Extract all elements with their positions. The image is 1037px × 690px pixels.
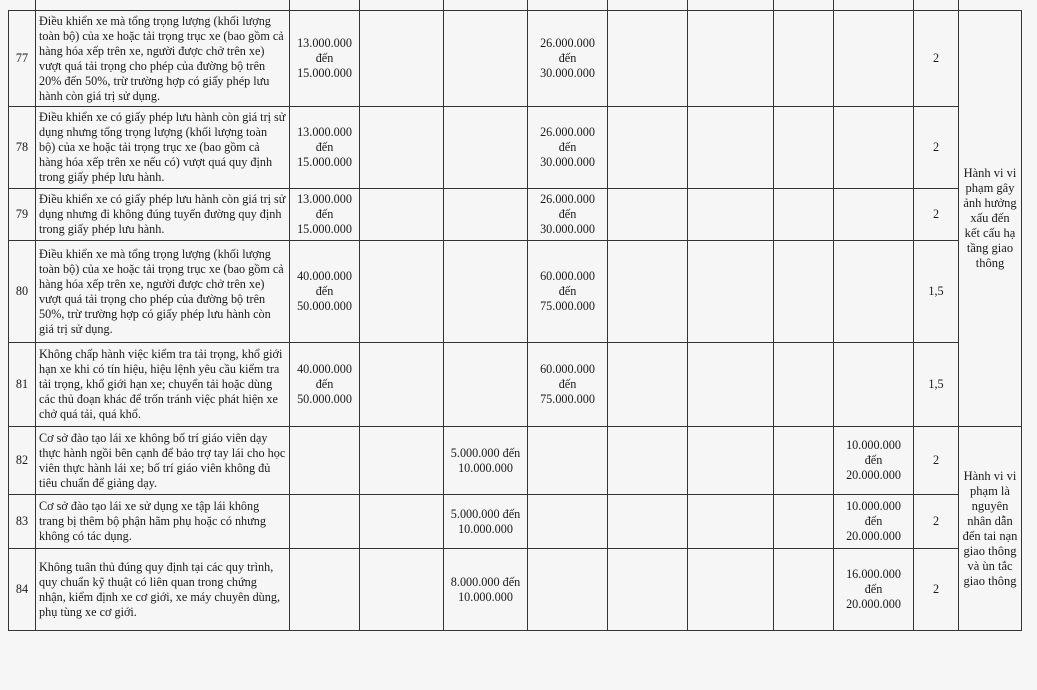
empty-cell [774,11,834,107]
empty-cell [774,549,834,631]
empty-cell [774,189,834,241]
empty-cell [608,549,688,631]
fine-organization: 26.000.000 đến 30.000.000 [528,11,608,107]
violation-table [8,10,1022,631]
empty-cell [608,107,688,189]
fine-organization-range: 5.000.000 đến 10.000.000 [444,427,528,495]
empty-cell [608,11,688,107]
coefficient: 1,5 [914,241,959,343]
empty-cell [774,107,834,189]
fine-organization-max [834,107,914,189]
coefficient: 1,5 [914,343,959,427]
row-number: 79 [9,189,36,241]
empty-cell [774,427,834,495]
fine-organization-max [834,189,914,241]
row-number: 81 [9,343,36,427]
top-rule [289,0,290,10]
fine-organization-max [834,11,914,107]
violation-description: Điều khiển xe có giấy phép lưu hành còn giá trị sử dụng nhưng tổng trọng lượng (khối lượng toàn bộ) của xe hoặc tải trọng trục xe (bao gồm cả hàng hóa xếp trên xe nếu có) vượt quá quy định trong giấy phép lưu hành. [36,107,290,189]
row-number: 78 [9,107,36,189]
violation-description: Điều khiển xe mà tổng trọng lượng (khối lượng toàn bộ) của xe hoặc tải trọng trục xe (bao gồm cả hàng hóa xếp trên xe, người được chở trên xe) vượt quá tải trọng cho phép của đường bộ trên 50%, trừ trường hợp có giấy phép lưu hành còn giá trị sử dụng. [36,241,290,343]
top-rule [35,0,36,10]
coefficient: 2 [914,11,959,107]
fine-organization-max: 16.000.000 đến 20.000.000 [834,549,914,631]
empty-cell [360,427,444,495]
violation-group-label: Hành vi vi phạm là nguyên nhân dẫn đến tai nạn giao thông và ùn tắc giao thông [959,427,1022,631]
table-row [9,11,1022,107]
fine-organization-range [444,189,528,241]
empty-cell [360,11,444,107]
empty-cell [608,189,688,241]
fine-organization: 26.000.000 đến 30.000.000 [528,107,608,189]
fine-organization-range [444,107,528,189]
table-row [9,241,1022,343]
row-number: 83 [9,495,36,549]
fine-organization-max [834,241,914,343]
row-number: 84 [9,549,36,631]
fine-organization [528,549,608,631]
fine-individual: 13.000.000 đến 15.000.000 [290,189,360,241]
top-rule [833,0,834,10]
table-row [9,107,1022,189]
empty-cell [688,189,774,241]
top-rule [527,0,528,10]
empty-cell [688,107,774,189]
empty-cell [688,427,774,495]
empty-cell [360,107,444,189]
fine-organization-range [444,343,528,427]
coefficient: 2 [914,495,959,549]
empty-cell [774,241,834,343]
empty-cell [360,343,444,427]
top-rule [913,0,914,10]
empty-cell [360,189,444,241]
empty-cell [774,495,834,549]
fine-individual [290,427,360,495]
violation-description: Cơ sở đào tạo lái xe không bố trí giáo viên dạy thực hành ngồi bên cạnh để bảo trợ tay lái cho học viên thực hành lái xe; bố trí giáo viên không đủ tiêu chuẩn để giảng dạy. [36,427,290,495]
violation-description: Cơ sở đào tạo lái xe sử dụng xe tập lái không trang bị thêm bộ phận hãm phụ hoặc có nhưng không có tác dụng. [36,495,290,549]
coefficient: 2 [914,107,959,189]
fine-organization-max: 10.000.000 đến 20.000.000 [834,427,914,495]
empty-cell [360,549,444,631]
empty-cell [774,343,834,427]
violation-description: Điều khiển xe mà tổng trọng lượng (khối lượng toàn bộ) của xe hoặc tải trọng trục xe (bao gồm cả hàng hóa xếp trên xe, người được chở trên xe) vượt quá tải trọng cho phép của đường bộ trên 20% đến 50%, trừ trường hợp có giấy phép lưu hành còn giá trị sử dụng. [36,11,290,107]
empty-cell [360,495,444,549]
coefficient: 2 [914,549,959,631]
empty-cell [688,11,774,107]
fine-organization: 60.000.000 đến 75.000.000 [528,343,608,427]
table-row [9,549,1022,631]
top-rule [773,0,774,10]
top-rule [958,0,959,10]
top-rule [443,0,444,10]
violation-group-label: Hành vi vi phạm gây ảnh hưởng xấu đến kết cấu hạ tầng giao thông [959,11,1022,427]
top-rule [359,0,360,10]
empty-cell [608,495,688,549]
fine-organization: 60.000.000 đến 75.000.000 [528,241,608,343]
table-row [9,189,1022,241]
empty-cell [688,495,774,549]
fine-organization-range: 8.000.000 đến 10.000.000 [444,549,528,631]
fine-organization-range [444,241,528,343]
table-row [9,427,1022,495]
fine-organization-range: 5.000.000 đến 10.000.000 [444,495,528,549]
coefficient: 2 [914,427,959,495]
coefficient: 2 [914,189,959,241]
empty-cell [688,241,774,343]
fine-organization [528,495,608,549]
empty-cell [608,427,688,495]
fine-organization-max [834,343,914,427]
empty-cell [608,343,688,427]
violation-description: Điều khiển xe có giấy phép lưu hành còn giá trị sử dụng nhưng đi không đúng tuyến đường quy định trong giấy phép lưu hành. [36,189,290,241]
fine-organization-range [444,11,528,107]
top-rule [687,0,688,10]
empty-cell [688,549,774,631]
row-number: 77 [9,11,36,107]
fine-individual [290,549,360,631]
empty-cell [608,241,688,343]
row-number: 82 [9,427,36,495]
table-row [9,343,1022,427]
row-number: 80 [9,241,36,343]
fine-organization: 26.000.000 đến 30.000.000 [528,189,608,241]
fine-individual [290,495,360,549]
fine-organization [528,427,608,495]
violation-description: Không chấp hành việc kiểm tra tải trọng, khổ giới hạn xe khi có tín hiệu, hiệu lệnh yêu cầu kiểm tra tải trọng, khổ giới hạn xe; chuyển tải hoặc dùng các thủ đoạn khác để trốn tránh việc phát hiện xe chở quá tải, quá khổ. [36,343,290,427]
table-row [9,495,1022,549]
empty-cell [360,241,444,343]
fine-individual: 13.000.000 đến 15.000.000 [290,107,360,189]
violation-description: Không tuân thủ đúng quy định tại các quy trình, quy chuẩn kỹ thuật có liên quan trong chứng nhận, kiểm định xe cơ giới, xe máy chuyên dùng, phụ tùng xe cơ giới. [36,549,290,631]
fine-individual: 13.000.000 đến 15.000.000 [290,11,360,107]
empty-cell [688,343,774,427]
fine-individual: 40.000.000 đến 50.000.000 [290,343,360,427]
fine-organization-max: 10.000.000 đến 20.000.000 [834,495,914,549]
top-rule [607,0,608,10]
fine-individual: 40.000.000 đến 50.000.000 [290,241,360,343]
